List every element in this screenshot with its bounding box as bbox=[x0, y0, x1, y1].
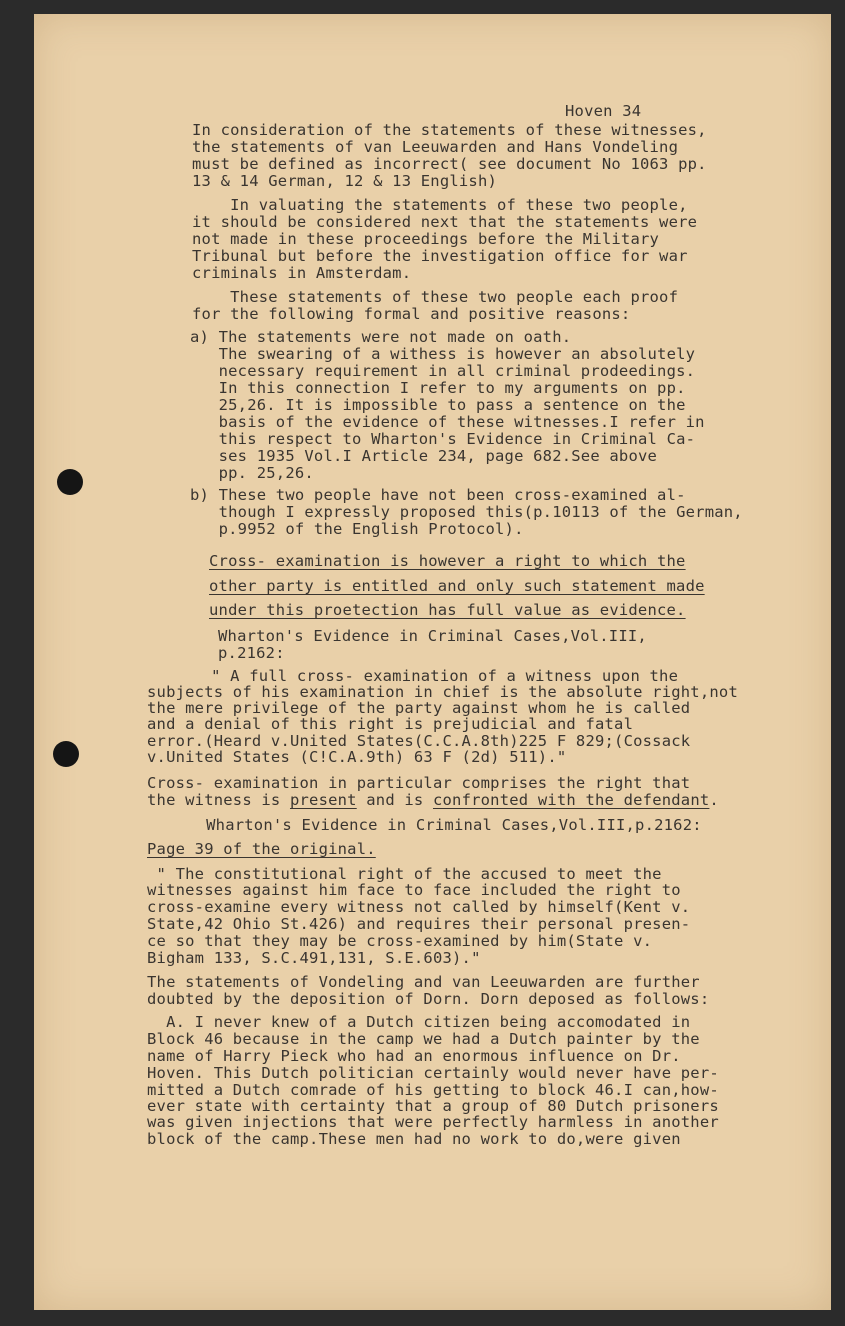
text-line: block of the camp.These men had no work to do,were given bbox=[147, 1130, 681, 1148]
text-line: 25,26. It is impossible to pass a sentence on the bbox=[190, 396, 686, 414]
punch-hole-bottom bbox=[53, 741, 79, 767]
citation: Wharton's Evidence in Criminal Cases,Vol.III,p.2162: bbox=[168, 816, 702, 834]
text-span: and is bbox=[356, 791, 433, 809]
text-line: The swearing of a withess is however an absolutely bbox=[190, 345, 696, 363]
quote-line: State,42 Ohio St.426) and requires their personal presen- bbox=[147, 915, 691, 933]
underlined-word: present bbox=[289, 791, 357, 809]
underlined-line: under this proetection has full value as evidence. bbox=[209, 601, 686, 619]
text-line: In valuating the statements of these two people, bbox=[192, 196, 688, 214]
page-reference: Hoven 34 bbox=[565, 102, 642, 120]
page-of-original: Page 39 of the original. bbox=[147, 840, 376, 858]
underlined-line: Cross- examination is however a right to which the bbox=[209, 552, 686, 570]
underlined-line: other party is entitled and only such statement made bbox=[209, 577, 705, 595]
text-line: Block 46 because in the camp we had a Dutch painter by the bbox=[147, 1030, 700, 1048]
text-line: the statements of van Leeuwarden and Hans Vondeling bbox=[192, 138, 679, 156]
text-line: though I expressly proposed this(p.10113 of the German, bbox=[190, 503, 743, 521]
text-line: pp. 25,26. bbox=[190, 464, 314, 482]
quote-line: subjects of his examination in chief is the absolute right,not bbox=[147, 683, 738, 701]
quote-line: cross-examine every witness not called by himself(Kent v. bbox=[147, 898, 691, 916]
text-line: These statements of these two people each proof bbox=[192, 288, 679, 306]
text-line bbox=[147, 792, 719, 809]
text-line: ever state with certainty that a group of 80 Dutch prisoners bbox=[147, 1097, 719, 1115]
text-line: Cross- examination in particular comprises the right that bbox=[147, 774, 691, 792]
text-line: p.9952 of the English Protocol). bbox=[190, 520, 524, 538]
text-span: the witness is bbox=[147, 791, 290, 809]
text-line: for the following formal and positive reasons: bbox=[192, 305, 631, 323]
text-line: A. I never knew of a Dutch citizen being accomodated in bbox=[147, 1013, 691, 1031]
text-line: basis of the evidence of these witnesses.I refer in bbox=[190, 413, 705, 431]
quote-line: Bigham 133, S.C.491,131, S.E.603)." bbox=[147, 949, 481, 967]
quote-line: " A full cross- examination of a witness upon the bbox=[192, 667, 679, 685]
text-line: In consideration of the statements of these witnesses, bbox=[192, 121, 707, 139]
text-line: name of Harry Pieck who had an enormous influence on Dr. bbox=[147, 1047, 681, 1065]
quote-line: ce so that they may be cross-examined by him(State v. bbox=[147, 932, 653, 950]
underlined-phrase: confronted with the defendant bbox=[432, 791, 710, 809]
text-line: this respect to Wharton's Evidence in Criminal Ca- bbox=[190, 430, 696, 448]
text-span: . bbox=[709, 791, 719, 809]
quote-line: witnesses against him face to face included the right to bbox=[147, 881, 681, 899]
text-line: Tribunal but before the investigation office for war bbox=[192, 247, 688, 265]
text-line: criminals in Amsterdam. bbox=[192, 264, 412, 282]
list-item-a: a) The statements were not made on oath. bbox=[190, 328, 572, 346]
text-line: was given injections that were perfectly harmless in another bbox=[147, 1113, 719, 1131]
text-line: Hoven. This Dutch politician certainly would never have per- bbox=[147, 1064, 719, 1082]
quote-line: and a denial of this right is prejudicial and fatal bbox=[147, 715, 634, 733]
quote-line: v.United States (C!C.A.9th) 63 F (2d) 511)." bbox=[147, 748, 567, 766]
list-item-b: b) These two people have not been cross-examined al- bbox=[190, 486, 686, 504]
text-line: doubted by the deposition of Dorn. Dorn deposed as follows: bbox=[147, 990, 710, 1008]
punch-hole-top bbox=[57, 469, 83, 495]
text-line: ses 1935 Vol.I Article 234, page 682.See above bbox=[190, 447, 658, 465]
citation: Wharton's Evidence in Criminal Cases,Vol.III, bbox=[218, 627, 647, 645]
text-line: 13 & 14 German, 12 & 13 English) bbox=[192, 172, 498, 190]
quote-line: the mere privilege of the party against whom he is called bbox=[147, 699, 691, 717]
citation: p.2162: bbox=[218, 644, 285, 662]
quote-line: " The constitutional right of the accused to meet the bbox=[147, 865, 662, 883]
text-line: not made in these proceedings before the Military bbox=[192, 230, 660, 248]
quote-line: error.(Heard v.United States(C.C.A.8th)225 F 829;(Cossack bbox=[147, 732, 691, 750]
text-line: must be defined as incorrect( see document No 1063 pp. bbox=[192, 155, 707, 173]
text-line: mitted a Dutch comrade of his getting to block 46.I can,how- bbox=[147, 1081, 719, 1099]
text-line: The statements of Vondeling and van Leeuwarden are further bbox=[147, 973, 700, 991]
text-line: it should be considered next that the statements were bbox=[192, 213, 698, 231]
text-line: necessary requirement in all criminal prodeedings. bbox=[190, 362, 696, 380]
text-line: In this connection I refer to my arguments on pp. bbox=[190, 379, 686, 397]
